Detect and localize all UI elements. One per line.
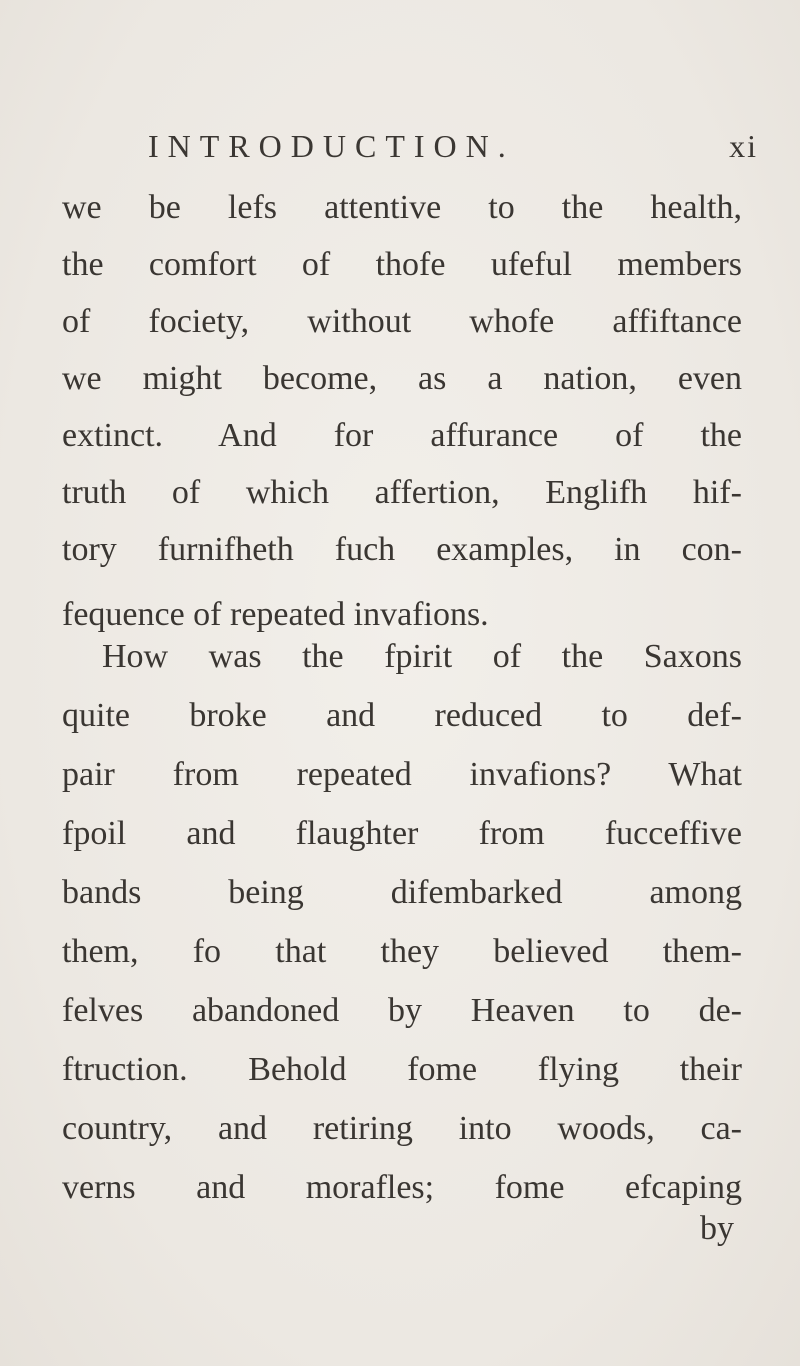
text-line: How was the fpirit of the Saxons [102,638,742,675]
text-line: ftruction. Behold fome flying their [62,1051,742,1088]
text-line: country, and retiring into woods, ca- [62,1110,742,1147]
text-line: we be lefs attentive to the health, [62,189,742,226]
catchword: by [700,1210,734,1247]
text-line: quite broke and reduced to def- [62,697,742,734]
text-line: verns and morafles; fome efcaping [62,1169,742,1206]
text-line: extinct. And for affurance of the [62,417,742,454]
text-line: of fociety, without whofe affiftance [62,303,742,340]
text-line: the comfort of thofe ufeful members [62,246,742,283]
running-head-title: INTRODUCTION. [148,128,515,164]
text-line: truth of which affertion, Englifh hif- [62,474,742,511]
text-line: bands being difembarked among [62,874,742,911]
text-line: we might become, as a nation, even [62,360,742,397]
text-line: fequence of repeated invafions. [62,596,489,633]
text-line: pair from repeated invafions? What [62,756,742,793]
text-line: felves abandoned by Heaven to de- [62,992,742,1029]
text-line: them, fo that they believed them- [62,933,742,970]
page-number: xi [729,128,758,164]
text-line: tory furnifheth fuch examples, in con- [62,531,742,568]
running-head [148,128,758,168]
text-line: fpoil and flaughter from fucceffive [62,815,742,852]
